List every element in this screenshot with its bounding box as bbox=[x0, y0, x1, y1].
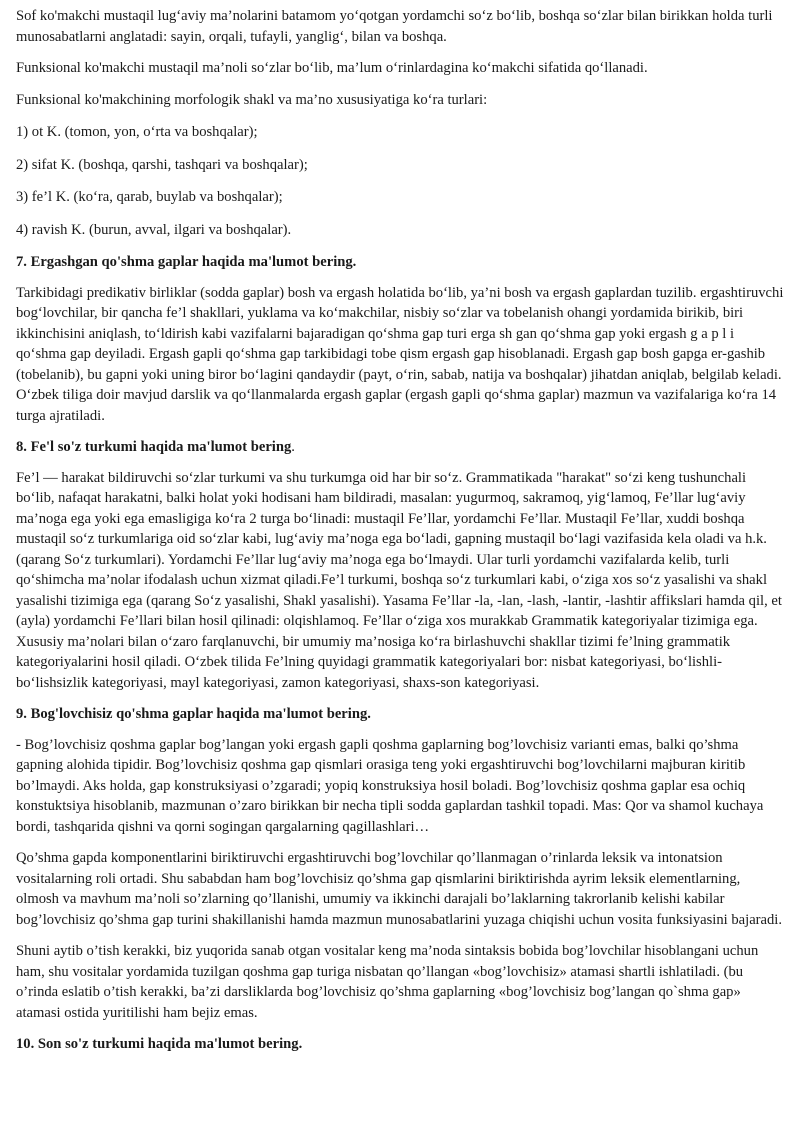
paragraph-sof-komakchi: Sof ko'makchi mustaqil lug‘aviy ma’nolarini batamom yo‘qotgan yordamchi so‘z bo‘lib, boshqa so‘zlar bilan birikkan holda turli munosabatlarni anglatadi: sayin, orqali, tufayli, yanglig‘, bilan va boshqa. bbox=[16, 8, 773, 45]
heading-question-10: 10. Son so'z turkumi haqida ma'lumot bering. bbox=[16, 1036, 303, 1052]
heading-question-8-text: 8. Fe'l so'z turkumi haqida ma'lumot bering bbox=[16, 439, 292, 455]
list-item-ravish: 4) ravish K. (burun, avval, ilgari va boshqalar). bbox=[16, 221, 292, 238]
heading-question-9: 9. Bog'lovchisiz qo'shma gaplar haqida ma'lumot bering. bbox=[16, 706, 371, 722]
paragraph-turlari: Funksional ko'makchining morfologik shakl va ma’no xususiyatiga ko‘ra turlari: bbox=[16, 91, 488, 108]
paragraph-boglovchisiz-1: - Bog’lovchisiz qoshma gaplar bog’langan yoki ergash gapli qoshma gaplarning bog’lovchisiz varianti emas, balki qo’shma gapning alohida tipidir. Bog’lovchisiz qoshma gap qismlari orasiga teng yoki ergashtiruvchi bog’lovchilarni majburan kiritib bo’lmaydi. Aks holda, gap konstruksiyasi o’zgaradi; yopiq konstruksiya hosil boladi. Bog’lovchisiz qoshma gaplar esa ochiq konstuktsiya hisoblanib, mazmunan o’zaro birikkan bir necha tipli sodda gaplardan tashkil topadi. Mas: Qor va shamol kuchaya bordi, tashqarida qishni va qorni sogingan qargalarning qagillashlari… bbox=[16, 736, 764, 835]
list-item-ot: 1) ot K. (tomon, yon, o‘rta va boshqalar); bbox=[16, 124, 258, 140]
paragraph-fel: Fe’l — harakat bildiruvchi so‘zlar turkumi va shu turkumga oid har bir so‘z. Grammatikada "harakat" so‘zi keng tushunchali bo‘lib, nafaqat harakatni, balki holat yoki hodisani ham bildiradi, masalan: yugurmoq, sakramoq, yig‘lamoq, Fe’llar lug‘aviy ma’noga ega yoki ega emasligiga ko‘ra 2 turga bo‘linadi: mustaqil Fe’llar, yordamchi Fe’llar. Mustaqil Fe’llar, xuddi boshqa mustaqil so‘z turkumlariga oid so‘zlar kabi, lug‘aviy ma’noga ega bo‘ladi, gapning mustaqil bo‘lagi vazifasida kela oladi va h.k. (qarang So‘z turkumlari). Yordamchi Fe’llar lug‘aviy ma’noga ega bo‘lmaydi. Ular turli yordamchi vazifalarda kelib, turli qo‘shimcha ma’nolar ifodalash uchun xizmat qiladi.Fe’l turkumi, boshqa so‘z turkumlari kabi, o‘ziga xos so‘z yasalishi va shakl yasalishi tizimiga ega (qarang So‘z yasalishi, Shakl yasalishi). Yasama Fe’llar -la, -lan, -lash, -lantir, -lashtir affikslari hamda qil, et (ayla) yordamchi Fe’llari bilan hosil qilinadi: olqishlamoq. Fe’llar o‘ziga xos murakkab Grammatik kategoriyalar tizimiga ega. Xususiy ma’nolari bilan o‘zaro farqlanuvchi, bir umumiy ma’nosiga ko‘ra birlashuvchi shakllar tizimi fe’lning grammatik kategoriyalarini hosil qiladi. O‘zbek tilida Fe’lning quyidagi grammatik kategoriyalari bor: nisbat kategoriyasi, bo‘lishli-bo‘lishsizlik kategoriyasi, mayl kategoriyasi, zamon kategoriyasi, shaxs-son kategoriyasi. bbox=[16, 469, 782, 691]
paragraph-funksional-komakchi: Funksional ko'makchi mustaqil ma’noli so‘zlar bo‘lib, ma’lum o‘rinlardagina ko‘makchi sifatida qo‘llanadi. bbox=[16, 60, 648, 76]
paragraph-ergashgan-gaplar: Tarkibidagi predikativ birliklar (sodda gaplar) bosh va ergash holatida bo‘lib, ya’ni bosh va ergash gaplardan tuzilib. ergashtiruvchi bog‘lovchilar, bir qancha fe’l shakllari, yuklama va ko‘makchilar, nisbiy so‘zlar va tobelanish ohangi yordamida birikib, biri ikkinchisini aniqlash, to‘ldirish kabi vazifalarni bajaradigan qo‘shma gap turi erga sh gan qo‘shma gap yoki ergash g a p l i qo‘shma gap deyiladi. Ergash gapli qo‘shma gap tarkibidagi tobe qism ergash gap hisoblanadi. Ergash gap bosh gapga er-gashib (tobelanib), bu gapni yoki uning biror bo‘lagini qandaydir (payt, o‘rin, sabab, natija va boshqalar) jihatdan aniqlab, belgilab keladi. O‘zbek tiliga doir mavjud darslik va qo‘llanmalarda ergash gaplar (ergash gapli qo‘shma gaplar) mazmun va vazifalariga ko‘ra 14 turga ajratiladi. bbox=[16, 284, 784, 424]
list-item-fel: 3) fe’l K. (ko‘ra, qarab, buylab va boshqalar); bbox=[16, 189, 283, 205]
paragraph-boglovchisiz-2: Qo’shma gapda komponentlarini biriktiruvchi ergashtiruvchi bog’lovchilar qo’llanmagan o’rinlarda leksik va intonatsion vositalarning roli ortadi. Shu sababdan ham bog’lovchisiz qo’shma gap qismlarini biriktirishda ayrim leksik elementlarning, olmosh va mavhum ma’noli so’zlarning qo’llanishi, umumiy va ikkinchi darajali bo’laklarning takrorlanib kelishi kabilar bog’lovchisiz qo’shma gap turini shakillanishi hamda mazmun munosabatlarini yuzaga chiqishi uchun vosita funksiyasini bajaradi. bbox=[16, 850, 783, 928]
paragraph-boglovchisiz-3: Shuni aytib o’tish kerakki, biz yuqorida sanab otgan vositalar keng ma’noda sintaksis bobida bog’lovchilar hisoblangani uchun ham, shu vositalar yordamida tuzilgan qoshma gap turiga nisbatan qo’llangan «bog’lovchisiz» atamasi shartli ishlatiladi. (bu o’rinda eslatib o’tish kerakki, ba’zi darsliklarda bog’lovchisiz qo’shma gaplarning «bog’lovchisiz bog’langan qo`shma gap» atamasi ostida yuritilishi ham bejiz emas. bbox=[16, 943, 759, 1021]
heading-question-7: 7. Ergashgan qo'shma gaplar haqida ma'lumot bering. bbox=[16, 254, 357, 270]
heading-question-8 bbox=[16, 437, 784, 458]
list-item-sifat: 2) sifat K. (boshqa, qarshi, tashqari va boshqalar); bbox=[16, 156, 308, 173]
heading-question-8-dot: . bbox=[291, 439, 295, 455]
